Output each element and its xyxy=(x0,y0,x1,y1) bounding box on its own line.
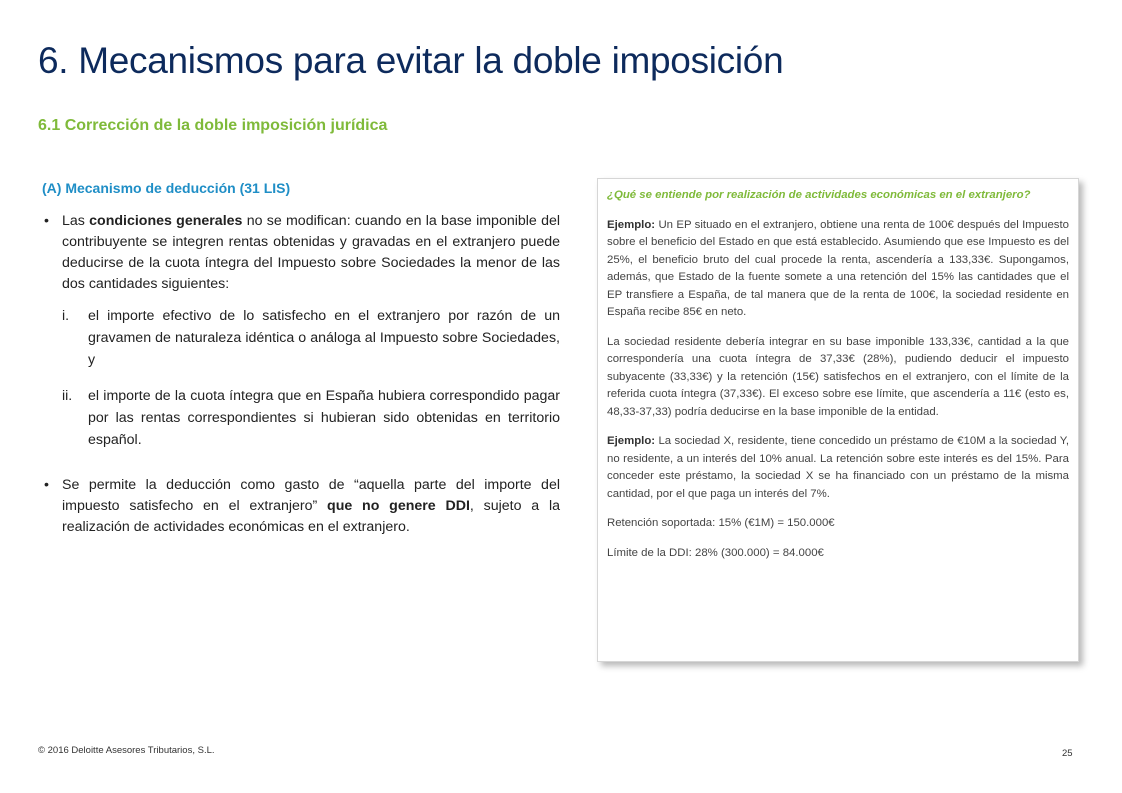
left-column xyxy=(38,178,560,548)
page-title: 6. Mecanismos para evitar la doble imposición xyxy=(38,40,784,81)
box-example-2 xyxy=(607,433,1069,503)
list-number: i. xyxy=(62,308,70,324)
bullet1-bold: condiciones generales xyxy=(89,213,243,229)
list-number: ii. xyxy=(62,388,73,404)
example-label: Ejemplo: xyxy=(607,218,656,231)
bullet2-pre: Se permite la deducción como gasto de “aquella parte del importe del impuesto satisfecho en el extranjero” xyxy=(62,477,560,514)
bullet1-pre: Las xyxy=(62,213,90,229)
bullet2-bold: que no genere DDI xyxy=(327,498,470,514)
bullet-deduction-expense xyxy=(38,475,560,538)
box-example-1 xyxy=(607,217,1069,322)
bullet-general-conditions xyxy=(38,211,560,465)
box-question: ¿Qué se entiende por realización de actividades económicas en el extranjero? xyxy=(607,189,1031,201)
example-text: Un EP situado en el extranjero, obtiene una renta de 100€ después del Impuesto sobre el beneficio del Estado en que está establecido. Asumiendo que ese Impuesto es del 25%, el beneficio bruto del cual procede la renta, ascendería a 133,33€. Supongamos, además, que Estado de la fuente somete a una retención del 15% las cantidades que el EP transfiere a España, de tal manera que de la renta de 100€, la sociedad residente en España recibe 85€ en neto. xyxy=(607,218,1069,318)
example-label: Ejemplo: xyxy=(607,435,656,447)
list-text: el importe efectivo de lo satisfecho en el extranjero por razón de un gravamen de naturaleza idéntica o análoga al Impuesto sobre Sociedades, y xyxy=(88,308,560,368)
bullet-dot: • xyxy=(44,477,49,493)
roman-list xyxy=(62,305,560,451)
page-number: 25 xyxy=(1062,748,1073,759)
example-text: La sociedad X, residente, tiene concedido un préstamo de €10M a la sociedad Y, no residente, a un interés del 10% anual. La retención sobre este interés es del 15%. Para conceder este préstamo, la sociedad X se ha financiado con un préstamo de la misma cantidad, por el que paga un interés del 7%. xyxy=(607,435,1069,500)
bullet-dot: • xyxy=(44,213,49,229)
footer-copyright: © 2016 Deloitte Asesores Tributarios, S.L. xyxy=(38,745,215,756)
list-item xyxy=(62,305,560,371)
bullet1-post: no se modifican: cuando en la base imponible del contribuyente se integren rentas obtenidas y gravadas en el extranjero puede deducirse de la cuota íntegra del Impuesto sobre Sociedades la menor de las dos cantidades siguientes: xyxy=(62,213,560,292)
box-limite-line: Límite de la DDI: 28% (300.000) = 84.000€ xyxy=(607,546,824,559)
box-retencion-line: Retención soportada: 15% (€1M) = 150.000€ xyxy=(607,517,835,529)
bullet-text xyxy=(62,211,560,465)
mechanism-heading: (A) Mecanismo de deducción (31 LIS) xyxy=(42,180,291,196)
box-paragraph-2: La sociedad residente debería integrar en su base imponible 133,33€, cantidad a la que correspondería una cuota íntegra de 37,33€ (28%), pudiendo deducir el impuesto subyacente (33,33€) y la retención (15€) satisfechos en el extranjero, con el límite de la referida cuota íntegra (37,33€). El exceso sobre ese límite, que ascendería a 11€ (esto es, 48,33-37,33) podría deducirse en la base imponible de la entidad. xyxy=(607,335,1069,418)
list-item xyxy=(62,385,560,451)
section-subtitle: 6.1 Corrección de la doble imposición jurídica xyxy=(38,117,388,134)
bullet2-post: , sujeto a la realización de actividades económicas en el extranjero. xyxy=(62,498,561,535)
example-box xyxy=(597,178,1079,662)
list-text: el importe de la cuota íntegra que en España hubiera correspondido pagar por las rentas correspondientes si hubieran sido obtenidas en territorio español. xyxy=(88,388,560,448)
bullet-text xyxy=(62,475,560,538)
